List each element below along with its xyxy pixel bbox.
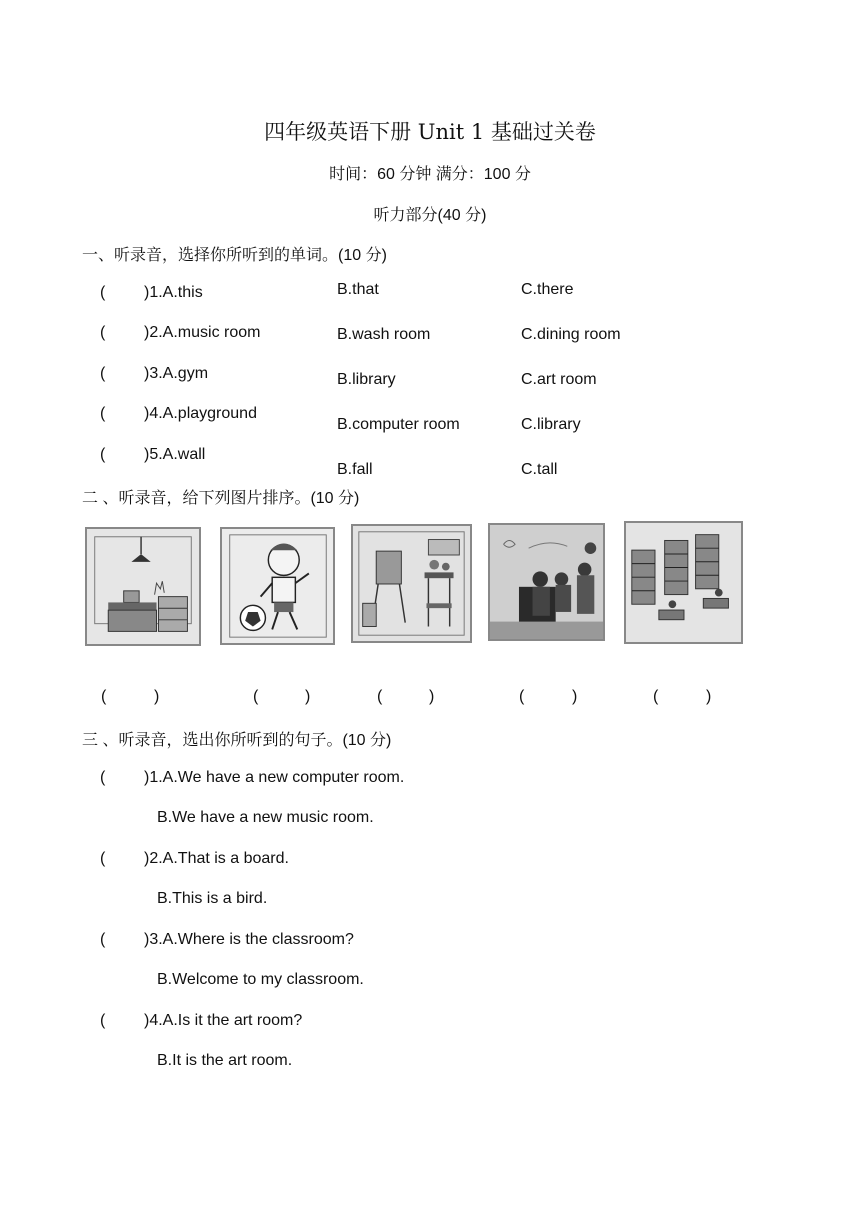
- blank-right-paren: ): [154, 688, 160, 705]
- answer-paren: (: [100, 446, 106, 463]
- option-c: C.there: [521, 281, 574, 298]
- answer-paren: (: [100, 850, 106, 867]
- answer-paren: (: [100, 931, 106, 948]
- option-b: B.library: [337, 371, 396, 388]
- option-b: B.that: [337, 281, 379, 298]
- answer-paren: (: [100, 284, 106, 301]
- option-c: C.dining room: [521, 326, 621, 343]
- answer-paren: (: [100, 365, 106, 382]
- option-a: )2.A.music room: [144, 324, 261, 341]
- blank-left-paren: (: [653, 688, 659, 705]
- blank-left-paren: (: [101, 688, 107, 705]
- blank-left-paren: (: [377, 688, 383, 705]
- part-heading: 听力部分(40 分): [373, 207, 487, 224]
- option-a: )2.A.That is a board.: [144, 850, 289, 867]
- option-c: C.art room: [521, 371, 597, 388]
- answer-paren: (: [100, 769, 106, 786]
- option-b: B.Welcome to my classroom.: [157, 971, 364, 988]
- option-a: )3.A.gym: [144, 365, 209, 382]
- option-a: )4.A.Is it the art room?: [144, 1012, 303, 1029]
- option-a: )4.A.playground: [144, 405, 257, 422]
- section1-heading: 一、听录音，选择你所听到的单词。(10 分): [82, 247, 387, 264]
- page-title: 四年级英语下册 Unit 1 基础过关卷: [264, 120, 596, 144]
- boy-playing-football-picture: [220, 527, 335, 645]
- blank-left-paren: (: [253, 688, 259, 705]
- blank-right-paren: ): [572, 688, 578, 705]
- option-c: C.tall: [521, 461, 558, 478]
- option-b: B.computer room: [337, 416, 460, 433]
- section2-heading: 二 、听录音，给下列图片排序。(10 分): [82, 490, 360, 507]
- option-a: )1.A.this: [144, 284, 203, 301]
- music-room-picture: [488, 523, 605, 641]
- option-b: B.It is the art room.: [157, 1052, 293, 1069]
- option-b: B.fall: [337, 461, 373, 478]
- answer-paren: (: [100, 1012, 106, 1029]
- option-a: )5.A.wall: [144, 446, 206, 463]
- exam-meta: 时间：60 分钟 满分：100 分: [329, 166, 531, 183]
- option-b: B.We have a new music room.: [157, 809, 374, 826]
- answer-paren: (: [100, 405, 106, 422]
- option-b: B.wash room: [337, 326, 431, 343]
- blank-right-paren: ): [305, 688, 311, 705]
- art-room-picture: [351, 524, 472, 643]
- teacher-office-picture: [85, 527, 201, 646]
- option-b: B.This is a bird.: [157, 890, 268, 907]
- library-picture: [624, 521, 743, 644]
- blank-right-paren: ): [706, 688, 712, 705]
- option-c: C.library: [521, 416, 581, 433]
- blank-right-paren: ): [429, 688, 435, 705]
- answer-paren: (: [100, 324, 106, 341]
- option-a: )3.A.Where is the classroom?: [144, 931, 354, 948]
- blank-left-paren: (: [519, 688, 525, 705]
- option-a: )1.A.We have a new computer room.: [144, 769, 405, 786]
- section3-heading: 三 、听录音，选出你所听到的句子。(10 分): [82, 732, 392, 749]
